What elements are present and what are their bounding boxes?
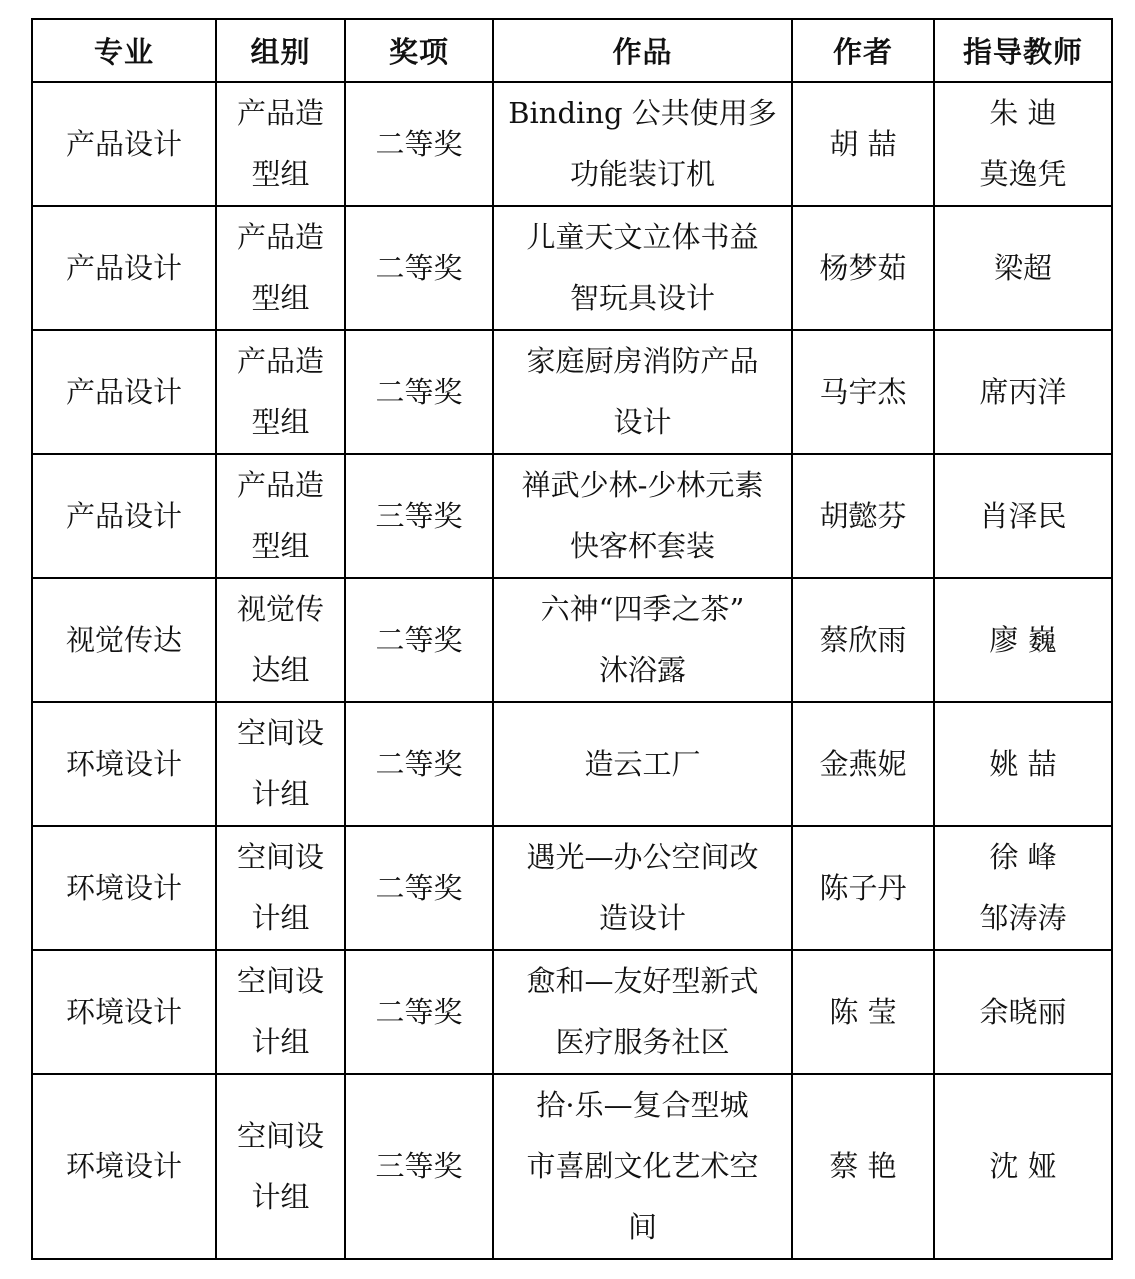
cell-advisor [934, 206, 1112, 330]
cell-author: 胡 喆 [792, 82, 934, 206]
cell-major: 产品设计 [32, 454, 216, 578]
header-group: 组别 [216, 19, 345, 82]
cell-work [493, 1074, 792, 1259]
cell-work-line: 拾·乐—复合型城 [536, 1088, 749, 1122]
cell-advisor [934, 702, 1112, 826]
cell-work [493, 578, 792, 702]
cell-work-line: 家庭厨房消防产品 [526, 344, 759, 378]
table-row [32, 950, 1112, 1074]
cell-author: 马宇杰 [792, 330, 934, 454]
cell-work [493, 702, 792, 826]
cell-group [216, 950, 345, 1074]
cell-advisor [934, 82, 1112, 206]
cell-group [216, 826, 345, 950]
cell-award: 二等奖 [345, 206, 493, 330]
cell-group-line: 计组 [251, 901, 310, 935]
cell-group-line: 空间设 [236, 1118, 324, 1153]
cell-work-line: 智玩具设计 [569, 281, 715, 315]
table-row [32, 454, 1112, 578]
table-row [32, 578, 1112, 702]
cell-advisor [934, 826, 1112, 950]
cell-advisor [934, 1074, 1112, 1259]
cell-work [493, 826, 792, 950]
cell-major: 环境设计 [32, 826, 216, 950]
cell-advisor [934, 950, 1112, 1074]
cell-work-line: Binding 公共使用多 [508, 96, 777, 130]
cell-group-line: 产品造 [236, 468, 324, 502]
cell-work-line: 六神“四季之茶” [540, 592, 745, 626]
cell-work [493, 330, 792, 454]
cell-work-line: 禅武少林-少林元素 [521, 468, 764, 502]
cell-group [216, 578, 345, 702]
cell-group-line: 产品造 [236, 220, 324, 254]
cell-advisor-line: 姚 喆 [989, 746, 1057, 781]
table-header [32, 19, 1112, 82]
header-advisor: 指导教师 [934, 19, 1112, 82]
cell-author: 蔡欣雨 [792, 578, 934, 702]
cell-advisor [934, 330, 1112, 454]
header-author: 作者 [792, 19, 934, 82]
cell-group-line: 视觉传 [236, 592, 324, 626]
cell-advisor-line: 肖泽民 [979, 498, 1067, 533]
cell-award: 三等奖 [345, 454, 493, 578]
header-major: 专业 [32, 19, 216, 82]
cell-major: 产品设计 [32, 206, 216, 330]
cell-award: 二等奖 [345, 82, 493, 206]
table-row [32, 82, 1112, 206]
cell-work-line: 设计 [613, 405, 672, 439]
cell-group-line: 计组 [251, 777, 310, 811]
cell-author: 金燕妮 [792, 702, 934, 826]
cell-work-line: 儿童天文立体书益 [526, 220, 759, 254]
cell-author: 蔡 艳 [792, 1074, 934, 1259]
cell-award: 三等奖 [345, 1074, 493, 1259]
cell-group-line: 产品造 [236, 344, 324, 378]
cell-group-line: 型组 [251, 529, 310, 563]
table-row [32, 826, 1112, 950]
cell-group-line: 空间设 [236, 964, 324, 998]
table-row [32, 330, 1112, 454]
header-award: 奖项 [345, 19, 493, 82]
cell-advisor-line: 莫逸凭 [979, 157, 1067, 191]
cell-work-line: 医疗服务社区 [555, 1025, 730, 1059]
cell-group-line: 型组 [251, 157, 310, 191]
cell-group [216, 1074, 345, 1259]
cell-work [493, 82, 792, 206]
cell-advisor-line: 朱 迪 [989, 96, 1057, 130]
cell-advisor [934, 578, 1112, 702]
cell-advisor-line: 席丙洋 [979, 374, 1067, 409]
cell-major: 环境设计 [32, 1074, 216, 1259]
cell-award: 二等奖 [345, 826, 493, 950]
cell-group-line: 空间设 [236, 716, 324, 750]
cell-work-line: 间 [627, 1210, 657, 1244]
cell-advisor [934, 454, 1112, 578]
cell-group-line: 达组 [251, 653, 310, 687]
cell-major: 环境设计 [32, 950, 216, 1074]
cell-author: 胡懿芬 [792, 454, 934, 578]
cell-author: 陈 莹 [792, 950, 934, 1074]
cell-work-line: 愈和—友好型新式 [526, 964, 759, 998]
cell-advisor-line: 邹涛涛 [979, 901, 1067, 935]
cell-major: 产品设计 [32, 82, 216, 206]
header-work: 作品 [493, 19, 792, 82]
cell-group-line: 空间设 [236, 840, 324, 874]
cell-group-line: 型组 [251, 405, 310, 439]
cell-award: 二等奖 [345, 330, 493, 454]
cell-major: 产品设计 [32, 330, 216, 454]
cell-award: 二等奖 [345, 578, 493, 702]
cell-group [216, 206, 345, 330]
cell-award: 二等奖 [345, 950, 493, 1074]
cell-group [216, 82, 345, 206]
table-row [32, 206, 1112, 330]
cell-work-line: 造云工厂 [584, 746, 701, 781]
table-body [32, 82, 1112, 1259]
cell-group [216, 330, 345, 454]
table-row [32, 702, 1112, 826]
cell-group-line: 计组 [251, 1179, 310, 1214]
cell-work-line: 遇光—办公空间改 [526, 840, 759, 874]
cell-work [493, 950, 792, 1074]
cell-group-line: 计组 [251, 1025, 310, 1059]
cell-advisor-line: 徐 峰 [989, 840, 1057, 874]
header-row [32, 19, 1112, 82]
cell-advisor-line: 梁超 [993, 250, 1052, 285]
table-row [32, 1074, 1112, 1259]
cell-group-line: 型组 [251, 281, 310, 315]
cell-work [493, 454, 792, 578]
awards-table [31, 18, 1113, 1260]
cell-group-line: 产品造 [236, 96, 324, 130]
cell-advisor-line: 沈 娅 [989, 1149, 1057, 1183]
cell-work [493, 206, 792, 330]
cell-advisor-line: 廖 巍 [989, 622, 1057, 657]
cell-group [216, 702, 345, 826]
cell-work-line: 造设计 [598, 901, 686, 935]
cell-work-line: 快客杯套装 [569, 529, 715, 563]
cell-major: 视觉传达 [32, 578, 216, 702]
cell-author: 杨梦茹 [792, 206, 934, 330]
cell-work-line: 沐浴露 [598, 653, 686, 687]
cell-work-line: 市喜剧文化艺术空 [526, 1149, 759, 1183]
cell-author: 陈子丹 [792, 826, 934, 950]
cell-work-line: 功能装订机 [569, 157, 715, 191]
cell-advisor-line: 余晓丽 [979, 994, 1067, 1029]
cell-award: 二等奖 [345, 702, 493, 826]
cell-group [216, 454, 345, 578]
cell-major: 环境设计 [32, 702, 216, 826]
